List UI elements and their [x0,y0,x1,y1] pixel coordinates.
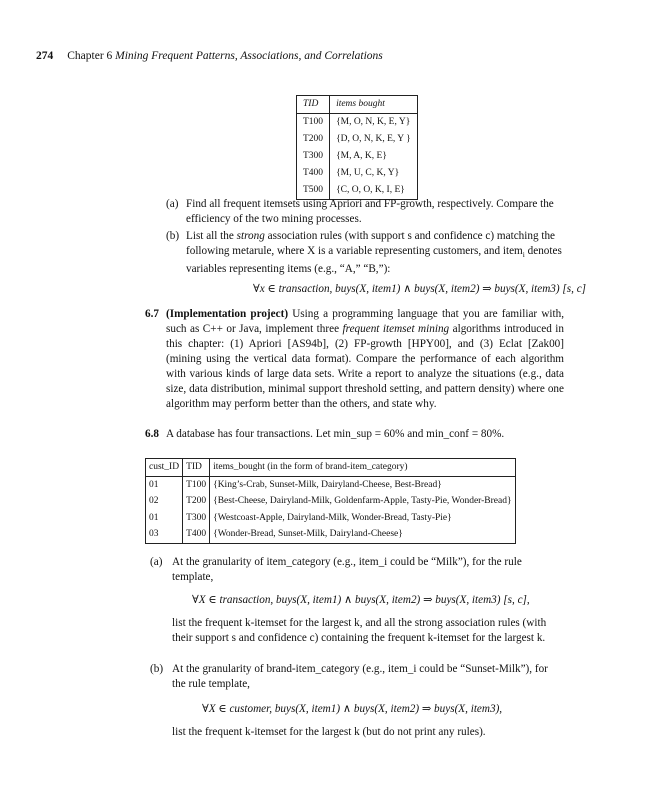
column-header-tid: TID [183,459,210,477]
column-header-cust-id: cust_ID [146,459,183,477]
tid-cell: T200 [297,131,330,148]
table-row [146,476,516,493]
items-cell: {Westcoast-Apple, Dairyland-Milk, Wonder-Bread, Tasty-Pie} [213,512,452,523]
items-cell: {C, O, O, K, I, E} [336,185,405,195]
part-b-text: List all the strong association rules (with support s and confidence c) matching the following metarule, where X is a variable representing customers, and item$_i$ denotes variables representing items (e.g., “A,” “B,”): [186,230,562,276]
cust-id-cell: 02 [146,493,183,510]
part-a-text: Find all frequent itemsets using Apriori and FP-growth, respectively. Compare the efficiency of the two mining processes. [186,198,554,225]
items-cell: {D, O, N, K, E, Y } [336,134,411,144]
tid-cell: T400 [183,526,210,543]
part-b-label: (b) [166,230,180,242]
items-cell: {M, U, C, K, Y} [336,168,400,178]
customer-transactions-table [145,458,516,544]
part-a-followup: list the frequent k-itemset for the largest k, and all the strong association rules (with their support s and confidence c) containing the frequent k-itemset for the largest k. [172,617,547,644]
tid-cell: T500 [297,182,330,200]
part-b-followup: list the frequent k-itemset for the largest k (but do not print any rules). [172,726,486,738]
tid-cell: T100 [183,476,210,493]
table-row [297,114,418,132]
part-b-text: At the granularity of brand-item_category (e.g., item_i could be “Sunset-Milk”), for the rule template, [172,663,548,690]
rule-template-formula: ∀X ∈ transaction, buys(X, item1) ∧ buys(X, item2) ⇒ buys(X, item3) [s, c], [192,594,530,606]
cust-id-cell: 01 [146,510,183,527]
tid-cell: T200 [183,493,210,510]
column-header-items: items bought [330,96,418,114]
exercise-6-8-text: A database has four transactions. Let min_sup = 60% and min_conf = 80%. [166,428,505,440]
metarule-formula: ∀x ∈ transaction, buys(X, item1) ∧ buys(X, item2) ⇒ buys(X, item3) [s, c] [253,283,587,295]
customer-rule-formula: ∀X ∈ customer, buys(X, item1) ∧ buys(X, item2) ⇒ buys(X, item3), [202,703,503,715]
tid-cell: T300 [297,148,330,165]
exercise-number: 6.8 [145,428,159,440]
tid-cell: T300 [183,510,210,527]
chapter-label: Chapter 6 [67,50,113,62]
exercise-6-7-text: (Implementation project) Using a programming language that you are familiar with, such as C++ or Java, implement three frequent itemset mining algorithms introduced in this chapter: (1) Apriori [AS94b], (2) FP-growth [HPY00], and (3) Eclat [Zak00] (mining using the vertical data format). Compare the performance of each algorithm with various kinds of large data sets. Write a report to analyze the situations (e.g., data size, data distribution, minimal support threshold setting, and pattern density) where one algorithm may perform better than the others, and state why. [166,308,565,410]
table-row [297,165,418,182]
part-a-label: (a) [166,198,179,210]
items-cell: {King’s-Crab, Sunset-Milk, Dairyland-Cheese, Best-Bread} [213,479,442,490]
part-a-label: (a) [150,556,163,568]
items-cell: {Best-Cheese, Dairyland-Milk, Goldenfarm-Apple, Tasty-Pie, Wonder-Bread} [213,496,512,506]
tid-cell: T400 [297,165,330,182]
table-row [297,148,418,165]
items-cell: {Wonder-Bread, Sunset-Milk, Dairyland-Cheese} [213,529,403,539]
table-header-row [297,96,418,114]
table-row [146,510,516,527]
part-a-text: At the granularity of item_category (e.g., item_i could be “Milk”), for the rule template, [172,556,522,583]
table-header-row [146,459,516,477]
chapter-subtitle: Mining Frequent Patterns, Associations, and Correlations [115,50,383,62]
items-cell: {M, O, N, K, E, Y} [336,117,411,127]
table-row [297,131,418,148]
part-b-label: (b) [150,663,164,675]
column-header-items-bought: items_bought (in the form of brand-item_category) [210,459,515,477]
cust-id-cell: 01 [146,476,183,493]
running-header [36,50,383,62]
page-number: 274 [36,50,54,62]
column-header-tid: TID [297,96,330,114]
tid-cell: T100 [297,114,330,132]
table-row [146,526,516,543]
cust-id-cell: 03 [146,526,183,543]
transactions-table [296,95,418,200]
table-row [146,493,516,510]
exercise-number: 6.7 [145,308,159,320]
items-cell: {M, A, K, E} [336,151,387,161]
